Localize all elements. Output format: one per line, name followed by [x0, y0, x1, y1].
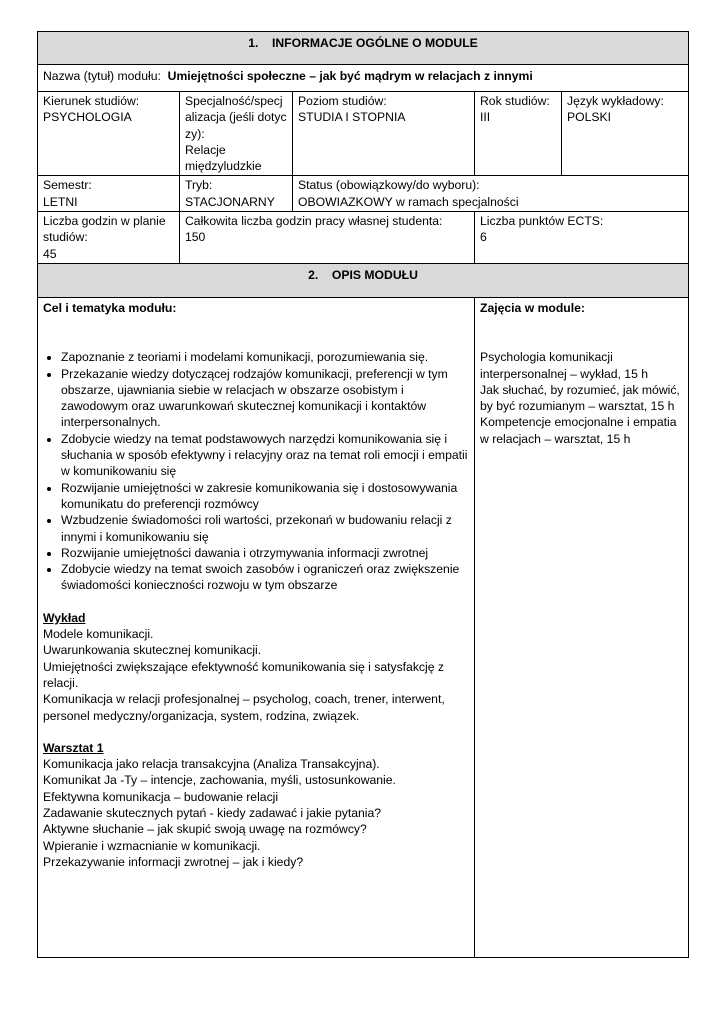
section1-title: INFORMACJE OGÓLNE O MODULE [271, 36, 478, 50]
ects-cell [475, 212, 689, 264]
jezyk-cell [562, 92, 689, 176]
tryb-value: STACJONARNY [185, 194, 275, 209]
section2-title: OPIS MODUŁU [331, 267, 418, 282]
module-table [37, 31, 689, 958]
godziny-cell [38, 212, 180, 264]
semestr-value: LETNI [43, 194, 78, 209]
jezyk-value: POLSKI [567, 110, 612, 125]
specjalnosc-cell [180, 92, 293, 176]
praca-wlasna-cell [180, 212, 475, 264]
list-item: • Przekazanie wiedzy dotyczącej rodzajów komunikacji, preferencji w tym obszarze, ujawniania siebie w relacjach w obszarze osobistym i zawodowym oraz uwarunkowań skutecznej komunikacji i kontaktów interpersonalnych. [61, 366, 469, 431]
list-item: • Zapoznanie z teoriami i modelami komunikacji, porozumiewania się. [61, 349, 469, 365]
semestr-cell [38, 176, 180, 212]
list-item: • Zdobycie wiedzy na temat swoich zasobów i ograniczeń oraz zwiększenie świadomości konieczności rozwoju w tym obszarze [61, 561, 469, 594]
warsztat1-line: Zadawanie skutecznych pytań - kiedy zadawać i jakie pytania? [43, 805, 382, 820]
poziom-label: Poziom studiów: [298, 94, 387, 108]
kierunek-value: PSYCHOLOGIA [43, 110, 132, 125]
zajecia-line: Psychologia komunikacji interpersonalnej – wykład, 15 h [480, 350, 649, 381]
module-name-cell [38, 65, 689, 92]
list-item: • Rozwijanie umiejętności dawania i otrzymywania informacji zwrotnej [61, 545, 469, 561]
section1-header [38, 32, 689, 65]
warsztat1-line: Komunikacja jako relacja transakcyjna (Analiza Transakcyjna). [43, 757, 380, 772]
cel-bullets [43, 349, 469, 593]
zajecia-cell [475, 297, 689, 957]
section1-number: 1. [248, 36, 259, 50]
module-name-value: Umiejętności społeczne – jak być mądrym w relacjach z innymi [167, 69, 533, 83]
warsztat1-line: Wpieranie i wzmacnianie w komunikacji. [43, 838, 261, 853]
list-item: • Wzbudzenie świadomości roli wartości, przekonań w budowaniu relacji z innymi i komunikowaniu się [61, 512, 469, 545]
godziny-label: Liczba godzin w planie studiów: [43, 214, 166, 245]
tryb-label: Tryb: [185, 178, 213, 193]
cel-cell [38, 297, 475, 957]
status-label: Status (obowiązkowy/do wyboru): [298, 178, 480, 193]
rok-label: Rok studiów: [480, 94, 550, 108]
module-name-label: Nazwa (tytuł) modułu: [43, 69, 161, 83]
zajecia-line: Kompetencje emocjonalne i empatia w relacjach – warsztat, 15 h [480, 415, 677, 446]
section2-number: 2. [308, 267, 319, 282]
status-cell [293, 176, 689, 212]
warsztat1-line: Przekazywanie informacji zwrotnej – jak i kiedy? [43, 854, 304, 869]
section2-header [38, 263, 689, 297]
warsztat1-line: Komunikat Ja -Ty – intencje, zachowania, myśli, ustosunkowanie. [43, 773, 396, 788]
ects-value: 6 [480, 230, 487, 245]
jezyk-label: Język wykładowy: [567, 94, 664, 108]
poziom-cell [293, 92, 475, 176]
godziny-value: 45 [43, 246, 57, 261]
wyklad-line: Uwarunkowania skutecznej komunikacji. [43, 643, 262, 658]
warsztat1-line: Efektywna komunikacja – budowanie relacji [43, 789, 279, 804]
rok-cell [475, 92, 562, 176]
specjalnosc-value: Relacje międzyludzkie [185, 142, 262, 174]
status-value: OBOWIAZKOWY w ramach specjalności [298, 194, 519, 209]
wyklad-line: Modele komunikacji. [43, 627, 154, 642]
praca-wlasna-label: Całkowita liczba godzin pracy własnej studenta: [185, 214, 443, 229]
kierunek-cell [38, 92, 180, 176]
ects-label: Liczba punktów ECTS: [480, 214, 604, 229]
tryb-cell [180, 176, 293, 212]
wyklad-heading: Wykład [43, 610, 86, 625]
wyklad-line: Komunikacja w relacji profesjonalnej – psycholog, coach, trener, interwent, personel medyczny/organizacja, system, rodzina, związek. [43, 692, 445, 723]
wyklad-line: Umiejętności zwiększające efektywność komunikowania się i satysfakcję z relacji. [43, 659, 444, 690]
specjalnosc-label: Specjalność/specj alizacja (jeśli dotyczy): [185, 94, 287, 141]
kierunek-label: Kierunek studiów: [43, 94, 140, 108]
rok-value: III [480, 110, 491, 125]
list-item: • Rozwijanie umiejętności w zakresie komunikowania się i dostosowywania komunikatu do preferencji rozmówcy [61, 480, 469, 513]
cel-header: Cel i tematyka modułu: [43, 300, 177, 315]
warsztat1-heading: Warsztat 1 [43, 740, 104, 755]
poziom-value: STUDIA I STOPNIA [298, 110, 406, 125]
list-item: • Zdobycie wiedzy na temat podstawowych narzędzi komunikowania się i słuchania w sposób efektywny i relacyjny oraz na temat roli emocji i empatii w komunikowaniu się [61, 431, 469, 480]
zajecia-header: Zajęcia w module: [480, 300, 585, 315]
module-form [37, 31, 688, 958]
praca-wlasna-value: 150 [185, 230, 206, 245]
warsztat1-line: Aktywne słuchanie – jak skupić swoją uwagę na rozmówcy? [43, 822, 367, 837]
semestr-label: Semestr: [43, 178, 92, 193]
zajecia-line: Jak słuchać, by rozumieć, jak mówić, by być rozumianym – warsztat, 15 h [480, 382, 680, 414]
